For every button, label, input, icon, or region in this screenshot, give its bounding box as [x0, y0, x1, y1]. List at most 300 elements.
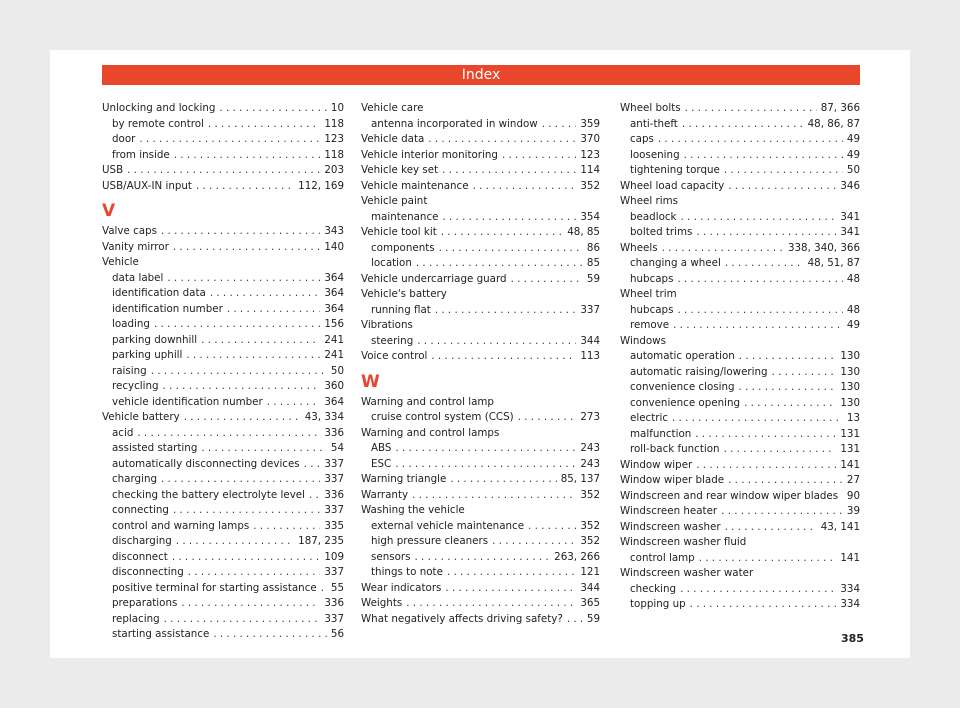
entry-term: cruise control system (CCS) [371, 411, 514, 423]
dot-leader [137, 426, 320, 442]
entry-page-ref: 13 [846, 412, 860, 424]
entry-page-ref: 273 [580, 411, 600, 423]
index-entry [102, 410, 344, 426]
index-subentry [102, 503, 344, 519]
dot-leader [406, 596, 576, 612]
dot-leader [188, 565, 321, 581]
index-subentry [102, 472, 344, 488]
dot-leader [502, 148, 576, 164]
entry-page-ref: 118 [324, 117, 344, 130]
entry-term: Vehicle interior monitoring [361, 148, 498, 161]
index-entry [102, 101, 344, 117]
dot-leader [154, 317, 320, 333]
index-entry [620, 101, 860, 117]
entry-term: hubcaps [630, 303, 674, 316]
index-entry [361, 148, 600, 164]
entry-term: maintenance [371, 210, 439, 223]
dot-leader [744, 396, 836, 412]
entry-term: things to note [371, 566, 443, 578]
entry-term: convenience closing [630, 381, 735, 393]
entry-term: Vehicle tool kit [361, 226, 437, 238]
entry-term: Windscreen and rear window wiper blades [620, 489, 839, 502]
entry-page-ref: 54 [330, 442, 344, 454]
entry-term: Window wiper [620, 458, 693, 471]
dot-leader [680, 582, 836, 598]
entry-page-ref: 336 [324, 597, 344, 609]
entry-term: ESC [371, 457, 392, 470]
dot-leader [167, 271, 320, 287]
dot-leader [186, 348, 320, 364]
index-subentry [102, 565, 344, 581]
entry-term: running flat [371, 303, 431, 316]
entry-page-ref: 43, 334 [304, 411, 344, 423]
entry-term: data label [112, 271, 164, 284]
entry-term: raising [112, 364, 147, 377]
entry-term: by remote control [112, 117, 204, 130]
dot-leader [672, 411, 843, 427]
entry-page-ref: 113 [580, 350, 600, 362]
index-subentry [102, 317, 344, 333]
dot-leader [181, 596, 320, 612]
entry-page-ref: 140 [324, 240, 344, 253]
index-entry [620, 458, 860, 474]
entry-term: USB/AUX-IN input [102, 179, 192, 192]
entry-page-ref: 343 [324, 225, 344, 237]
entry-page-ref: 364 [324, 395, 344, 408]
entry-page-ref: 48, 85 [567, 226, 600, 238]
dot-leader [172, 550, 321, 566]
entry-term: topping up [630, 598, 686, 610]
entry-term: checking [630, 582, 677, 595]
dot-leader [473, 179, 577, 195]
index-entry [620, 179, 860, 195]
entry-page-ref: 86 [586, 241, 600, 254]
entry-term: discharging [112, 535, 172, 547]
entry-page-ref: 48 [846, 272, 860, 285]
dot-leader [173, 240, 321, 256]
dot-leader [728, 179, 836, 195]
entry-term: automatic raising/lowering [630, 365, 768, 378]
index-subentry [361, 534, 600, 550]
index-subentry [102, 333, 344, 349]
index-column-3 [620, 101, 860, 613]
index-subentry [361, 256, 600, 272]
entry-page-ref: 87, 366 [820, 102, 860, 114]
page-title: Index [102, 65, 860, 85]
entry-term: Wear indicators [361, 581, 442, 594]
entry-term: Windscreen heater [620, 505, 718, 517]
entry-page-ref: 336 [324, 426, 344, 439]
dot-leader [528, 519, 576, 535]
entry-term: ABS [371, 442, 392, 454]
index-entry [102, 224, 344, 240]
entry-term: Vanity mirror [102, 240, 169, 253]
dot-leader [227, 302, 321, 318]
entry-page-ref: 85, 137 [560, 473, 600, 485]
index-entry [620, 504, 860, 520]
entry-page-ref: 365 [580, 597, 600, 609]
index-entry [361, 349, 600, 365]
entry-page-ref: 341 [840, 226, 860, 238]
entry-page-ref: 364 [324, 271, 344, 284]
dot-leader [567, 612, 583, 628]
entry-term: recycling [112, 380, 159, 392]
index-subentry [361, 117, 600, 133]
entry-page-ref: 187, 235 [298, 535, 344, 547]
index-heading: Warning and control lamp [361, 395, 494, 408]
entry-term: Vehicle maintenance [361, 179, 469, 192]
dot-leader [415, 550, 551, 566]
index-subentry [361, 241, 600, 257]
entry-term: malfunction [630, 427, 692, 440]
index-subentry [620, 349, 860, 365]
dot-leader [518, 410, 577, 426]
entry-term: beadlock [630, 210, 677, 223]
dot-leader [673, 318, 843, 334]
entry-term: Weights [361, 597, 403, 609]
dot-leader [772, 365, 837, 381]
dot-leader [435, 303, 577, 319]
index-subentry [102, 612, 344, 628]
index-subentry [620, 225, 860, 241]
dot-leader [681, 210, 837, 226]
dot-leader [677, 303, 842, 319]
entry-page-ref: 364 [324, 287, 344, 299]
index-subentry [620, 132, 860, 148]
entry-page-ref: 346 [840, 179, 860, 192]
entry-page-ref: 90 [846, 489, 860, 502]
index-entry [361, 488, 600, 504]
entry-term: loosening [630, 148, 680, 161]
entry-term: automatic operation [630, 350, 735, 362]
dot-leader [395, 457, 576, 473]
index-subentry [361, 334, 600, 350]
entry-term: Wheel bolts [620, 102, 681, 114]
index-heading: Washing the vehicle [361, 504, 465, 516]
dot-leader [173, 503, 320, 519]
entry-page-ref: 344 [580, 581, 600, 594]
index-subentry [620, 380, 860, 396]
entry-term: control lamp [630, 551, 695, 564]
index-entry [361, 132, 600, 148]
dot-leader [210, 286, 321, 302]
entry-term: charging [112, 473, 158, 485]
entry-page-ref: 10 [330, 102, 344, 114]
index-entry [361, 272, 600, 288]
entry-term: Vehicle key set [361, 164, 439, 176]
entry-page-ref: 352 [580, 535, 600, 547]
dot-leader [699, 551, 837, 567]
index-subentry [620, 148, 860, 164]
entry-term: sensors [371, 550, 411, 563]
entry-term: external vehicle maintenance [371, 519, 525, 532]
entry-term: changing a wheel [630, 257, 721, 269]
index-entry [361, 163, 600, 179]
entry-term: Valve caps [102, 225, 157, 237]
index-subentry [361, 303, 600, 319]
index-subentry [102, 379, 344, 395]
index-subentry [102, 581, 344, 597]
dot-leader [492, 534, 576, 550]
index-heading: Vibrations [361, 319, 413, 331]
entry-term: checking the battery electrolyte level [112, 488, 305, 501]
dot-leader [442, 163, 576, 179]
entry-page-ref: 336 [324, 488, 344, 501]
dot-leader [724, 163, 843, 179]
entry-term: positive terminal for starting assistance [112, 581, 317, 594]
dot-leader [208, 117, 320, 133]
dot-leader [213, 627, 327, 643]
index-heading: Vehicle [102, 256, 139, 268]
entry-term: connecting [112, 504, 169, 516]
index-entry [102, 240, 344, 256]
entry-page-ref: 114 [580, 164, 600, 176]
dot-leader [161, 224, 320, 240]
entry-page-ref: 49 [846, 148, 860, 161]
entry-page-ref: 360 [324, 380, 344, 392]
index-subentry [102, 348, 344, 364]
index-entry [361, 179, 600, 195]
index-subentry [361, 565, 600, 581]
dot-leader [161, 472, 320, 488]
index-subentry [361, 457, 600, 473]
entry-page-ref: 263, 266 [554, 550, 600, 563]
dot-leader [684, 148, 843, 164]
dot-leader [445, 581, 576, 597]
entry-page-ref: 341 [840, 210, 860, 223]
dot-leader [658, 132, 843, 148]
index-subentry [102, 426, 344, 442]
entry-page-ref: 243 [580, 457, 600, 470]
index-subentry [361, 519, 600, 535]
index-subentry [620, 427, 860, 443]
entry-page-ref: 241 [324, 333, 344, 346]
index-heading: Wheel trim [620, 288, 677, 300]
entry-term: components [371, 241, 435, 254]
entry-page-ref: 50 [846, 164, 860, 176]
entry-term: Vehicle battery [102, 411, 180, 423]
index-subentry [102, 627, 344, 643]
index-subentry [102, 148, 344, 164]
entry-page-ref: 354 [580, 210, 600, 223]
index-heading: Windscreen washer water [620, 567, 754, 579]
dot-leader [417, 334, 576, 350]
dot-leader [511, 272, 583, 288]
entry-page-ref: 48, 86, 87 [807, 117, 860, 130]
entry-term: automatically disconnecting devices [112, 457, 300, 470]
entry-page-ref: 243 [580, 442, 600, 454]
entry-page-ref: 335 [324, 519, 344, 532]
index-subentry [361, 410, 600, 426]
index-subentry [102, 519, 344, 535]
dot-leader [304, 457, 321, 473]
dot-leader [662, 241, 784, 257]
dot-leader [728, 473, 843, 489]
entry-page-ref: 337 [324, 566, 344, 578]
dot-leader [164, 612, 321, 628]
entry-page-ref: 359 [580, 117, 600, 130]
entry-page-ref: 337 [580, 303, 600, 316]
entry-term: Vehicle data [361, 133, 425, 145]
dot-leader [447, 565, 576, 581]
index-subentry [102, 302, 344, 318]
entry-term: Windscreen washer [620, 520, 721, 533]
index-entry [620, 489, 860, 505]
entry-page-ref: 352 [580, 488, 600, 501]
entry-page-ref: 27 [846, 474, 860, 486]
index-subentry [102, 534, 344, 550]
entry-term: Vehicle undercarriage guard [361, 272, 507, 285]
entry-term: vehicle identification number [112, 395, 263, 408]
entry-page-ref: 130 [840, 350, 860, 362]
dot-leader [685, 101, 817, 117]
entry-page-ref: 59 [586, 272, 600, 285]
dot-leader [428, 132, 576, 148]
index-entry [102, 179, 344, 195]
entry-term: Voice control [361, 350, 428, 362]
dot-leader [219, 101, 326, 117]
entry-term: identification number [112, 302, 223, 315]
dot-leader [412, 488, 576, 504]
dot-leader [739, 349, 837, 365]
entry-page-ref: 141 [840, 458, 860, 471]
entry-term: Wheel load capacity [620, 179, 725, 192]
entry-page-ref: 85 [586, 257, 600, 269]
entry-page-ref: 121 [580, 566, 600, 578]
entry-page-ref: 131 [840, 427, 860, 440]
entry-term: from inside [112, 148, 170, 161]
entry-page-ref: 156 [324, 318, 344, 330]
index-subentry [620, 365, 860, 381]
entry-term: starting assistance [112, 628, 210, 640]
entry-term: door [112, 133, 136, 145]
index-heading: Vehicle paint [361, 195, 428, 207]
entry-page-ref: 48, 51, 87 [807, 257, 860, 269]
entry-page-ref: 39 [846, 505, 860, 517]
index-subentry [102, 457, 344, 473]
index-subentry [620, 256, 860, 272]
index-entry [361, 225, 600, 241]
entry-page-ref: 123 [580, 148, 600, 161]
entry-page-ref: 370 [580, 133, 600, 145]
entry-page-ref: 49 [846, 133, 860, 145]
entry-page-ref: 48 [846, 303, 860, 316]
entry-page-ref: 130 [840, 365, 860, 378]
entry-term: What negatively affects driving safety? [361, 612, 563, 625]
entry-term: electric [630, 412, 668, 424]
entry-term: tightening torque [630, 164, 720, 176]
entry-term: loading [112, 318, 150, 330]
index-section-letter: V [102, 201, 116, 221]
index-subentry [620, 411, 860, 427]
dot-leader [196, 179, 294, 195]
dot-leader [176, 534, 294, 550]
index-subentry [620, 318, 860, 334]
index-subentry [620, 551, 860, 567]
entry-term: disconnect [112, 550, 168, 563]
dot-leader [724, 442, 837, 458]
entry-page-ref: 338, 340, 366 [787, 241, 860, 254]
entry-page-ref: 352 [580, 519, 600, 532]
index-heading: Vehicle care [361, 102, 424, 114]
index-column-2 [361, 101, 600, 627]
dot-leader [721, 504, 843, 520]
entry-page-ref: 352 [580, 179, 600, 192]
dot-leader [184, 410, 301, 426]
entry-term: acid [112, 426, 134, 439]
page-number: 385 [841, 632, 864, 645]
dot-leader [695, 427, 836, 443]
index-entry [102, 163, 344, 179]
entry-page-ref: 123 [324, 133, 344, 145]
index-subentry [361, 441, 600, 457]
dot-leader [739, 380, 837, 396]
entry-page-ref: 241 [324, 349, 344, 361]
entry-term: parking downhill [112, 333, 198, 346]
index-entry [361, 612, 600, 628]
entry-term: Window wiper blade [620, 474, 725, 486]
entry-page-ref: 130 [840, 396, 860, 409]
dot-leader [416, 256, 583, 272]
entry-page-ref: 337 [324, 473, 344, 485]
entry-term: caps [630, 133, 654, 145]
dot-leader [542, 117, 577, 133]
dot-leader [677, 272, 842, 288]
index-entry [361, 581, 600, 597]
entry-page-ref: 141 [840, 551, 860, 564]
index-entry [361, 596, 600, 612]
entry-term: antenna incorporated in window [371, 117, 538, 130]
entry-term: disconnecting [112, 566, 184, 578]
dot-leader [442, 210, 576, 226]
dot-leader [253, 519, 320, 535]
index-section-letter: W [361, 371, 380, 392]
entry-term: Warning triangle [361, 473, 447, 485]
dot-leader [163, 379, 321, 395]
dot-leader [842, 489, 843, 505]
entry-term: USB [102, 164, 124, 176]
index-subentry [102, 596, 344, 612]
entry-term: high pressure cleaners [371, 535, 489, 547]
entry-page-ref: 334 [840, 598, 860, 610]
index-subentry [361, 550, 600, 566]
dot-leader [682, 117, 804, 133]
index-heading: Windscreen washer fluid [620, 536, 747, 548]
index-subentry [102, 488, 344, 504]
entry-term: control and warning lamps [112, 519, 250, 532]
index-heading: Vehicle's battery [361, 288, 447, 300]
entry-page-ref: 130 [840, 381, 860, 393]
index-subentry [361, 210, 600, 226]
entry-page-ref: 55 [330, 581, 344, 594]
index-subentry [620, 163, 860, 179]
dot-leader [725, 256, 804, 272]
entry-term: location [371, 257, 412, 269]
index-heading: Windows [620, 334, 666, 347]
dot-leader [267, 395, 321, 411]
entry-page-ref: 334 [840, 582, 860, 595]
index-entry [620, 520, 860, 536]
entry-page-ref: 118 [324, 148, 344, 161]
dot-leader [174, 148, 321, 164]
entry-term: Warranty [361, 488, 409, 501]
entry-page-ref: 337 [324, 504, 344, 516]
index-subentry [620, 442, 860, 458]
dot-leader [696, 225, 836, 241]
entry-term: convenience opening [630, 396, 741, 409]
dot-leader [309, 488, 320, 504]
entry-term: anti-theft [630, 117, 678, 130]
